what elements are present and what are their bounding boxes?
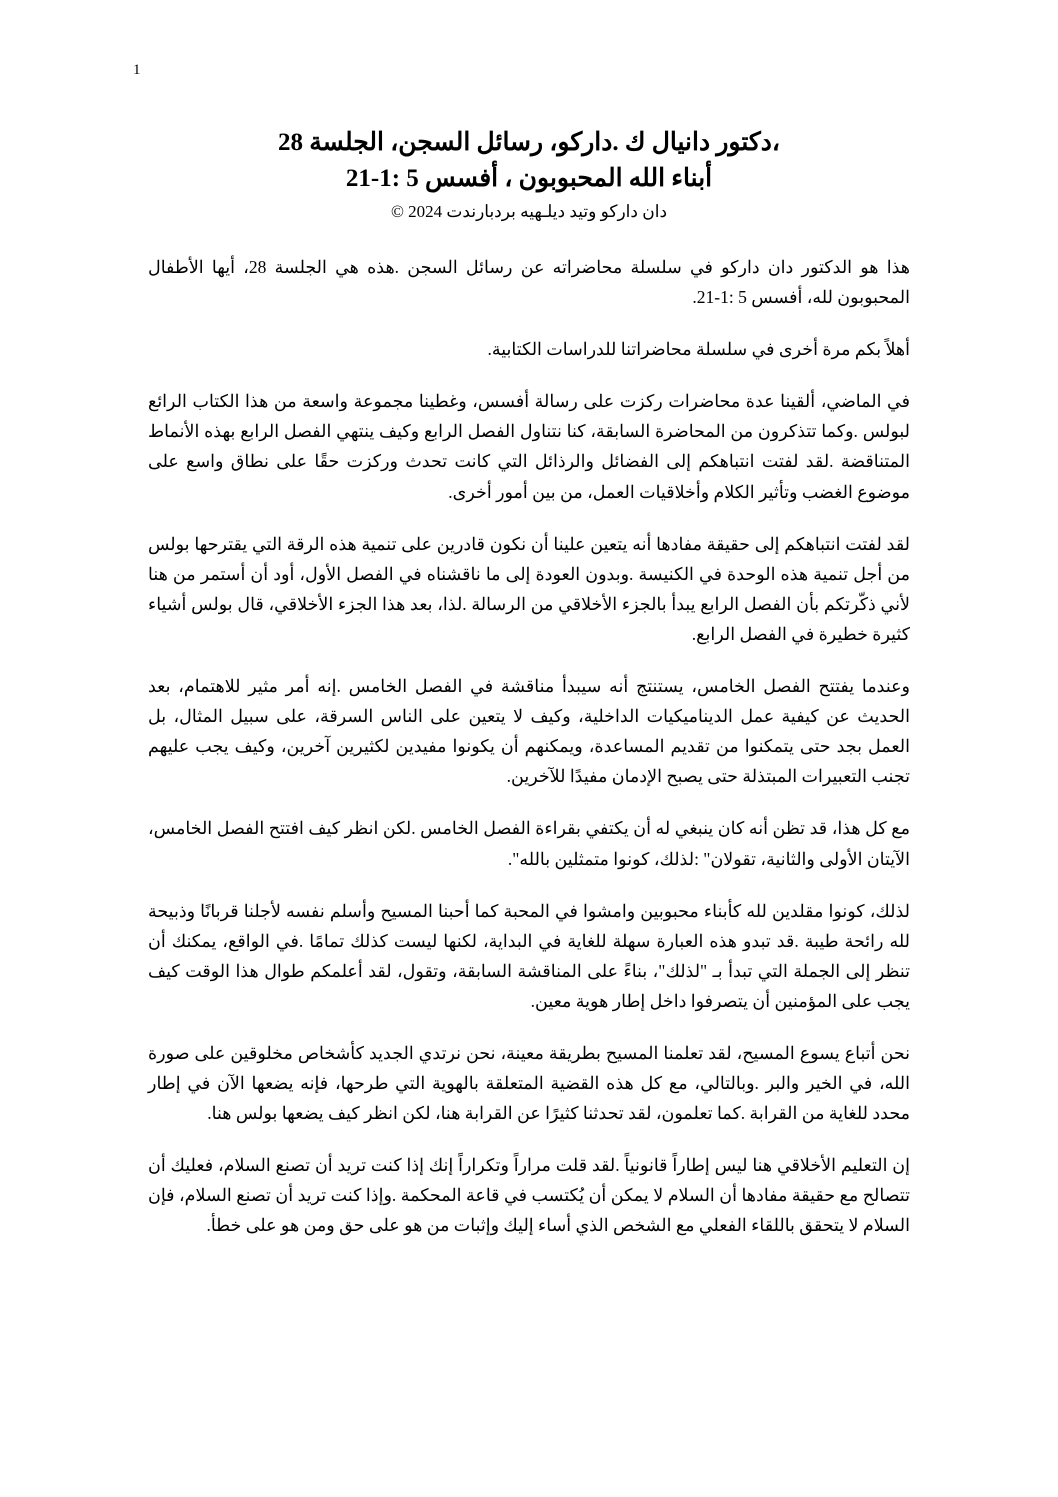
body-paragraph: لذلك، كونوا مقلدين لله كأبناء محبوبين وامشوا في المحبة كما أحبنا المسيح وأسلم نفسه لأجلنا قربانًا وذبيحة لله رائحة طيبة .قد تبدو هذه العبارة سهلة للغاية في البداية، لكنها ليست كذلك تمامًا .في الواقع، يمكنك أن تنظر إلى الجملة التي تبدأ بـ "لذلك"، بناءً على المناقشة السابقة، وتقول، لقد أعلمكم طوال هذا الوقت كيف يجب على المؤمنين أن يتصرفوا داخل إطار هوية معين. xyxy=(148,900,910,1011)
body-paragraph: أهلاً بكم مرة أخرى في سلسلة محاضراتنا للدراسات الكتابية. xyxy=(487,339,910,360)
body-paragraph: لقد لفتت انتباهكم إلى حقيقة مفادها أنه يتعين علينا أن نكون قادرين على تنمية هذه الرقة التي يقترحها بولس من أجل تنمية هذه الوحدة في الكنيسة .وبدون العودة إلى ما ناقشناه في الفصل الأول، أود أن أستمر من هنا لأني ذكّرتكم بأن الفصل الرابع يبدأ بالجزء الأخلاقي من الرسالة .لذا، بعد هذا الجزء الأخلاقي، قال بولس أشياء كثيرة خطيرة في الفصل الرابع. xyxy=(148,533,910,644)
paragraph-block xyxy=(148,529,910,649)
body-paragraph: في الماضي، ألقينا عدة محاضرات ركزت على رسالة أفسس، وغطينا مجموعة واسعة من هذا الكتاب الرائع لبولس .وكما تتذكرون من المحاضرة السابقة، كنا نتناول الفصل الرابع وكيف ينتهي الفصل الرابع بهذه الأنماط المتناقضة .لقد لفتت انتباهكم إلى الفضائل والرذائل التي كانت تحدث وركزت حقًا على نطاق واسع على موضوع الغضب وتأثير الكلام وأخلاقيات العمل، من بين أمور أخرى. xyxy=(148,391,910,502)
title-line-1: ،دكتور دانيال ك .داركو، رسائل السجن، الجلسة 28 xyxy=(278,129,780,156)
document-content xyxy=(148,125,910,1241)
paragraph-block xyxy=(148,896,910,1016)
body-paragraph: مع كل هذا، قد تظن أنه كان ينبغي له أن يكتفي بقراءة الفصل الخامس .لكن انظر كيف افتتح الفصل الخامس، الآيتان الأولى والثانية، تقولان" :لذلك، كونوا متمثلين بالله". xyxy=(148,818,910,869)
copyright-line: دان داركو وتيد ديلـهيه بردبارندت 2024 © xyxy=(390,202,668,221)
page-number: 1 xyxy=(133,62,141,78)
body-paragraph: هذا هو الدكتور دان داركو في سلسلة محاضراته عن رسائل السجن .هذه هي الجلسة 28، أيها الأطفال المحبوبون لله، أفسس 5 :1-21. xyxy=(148,257,910,308)
body-paragraphs xyxy=(148,252,910,1241)
paragraph-block xyxy=(148,334,910,364)
title-line-2: أبناء الله المحبوبون ، أفسس 5 :1-21 xyxy=(345,164,713,192)
body-paragraph: وعندما يفتتح الفصل الخامس، يستنتج أنه سيبدأ مناقشة في الفصل الخامس .إنه أمر مثير للاهتمام، بعد الحديث عن كيفية عمل الديناميكيات الداخلية، وكيف لا يتعين على الناس السرقة، على سبيل المثال، بل العمل بجد حتى يتمكنوا من تقديم المساعدة، ويمكنهم أن يكونوا مفيدين لكثيرين آخرين، وكيف يجب عليهم تجنب التعبيرات المبتذلة حتى يصبح الإدمان مفيدًا للآخرين. xyxy=(148,676,910,787)
body-paragraph: نحن أتباع يسوع المسيح، لقد تعلمنا المسيح بطريقة معينة، نحن نرتدي الجديد كأشخاص مخلوقين على صورة الله، في الخير والبر .وبالتالي، مع كل هذه القضية المتعلقة بالهوية التي طرحها، فإنه يضعها الآن في إطار محدد للغاية من القرابة .كما تعلمون، لقد تحدثنا كثيرًا عن القرابة هنا، لكن انظر كيف يضعها بولس هنا. xyxy=(148,1042,910,1124)
paragraph-block xyxy=(148,386,910,506)
paragraph-block xyxy=(148,252,910,312)
paragraph-block xyxy=(148,1150,910,1240)
paragraph-block xyxy=(148,813,910,873)
page-title xyxy=(148,125,910,196)
paragraph-block xyxy=(148,1038,910,1128)
body-paragraph: إن التعليم الأخلاقي هنا ليس إطاراً قانونياً .لقد قلت مراراً وتكراراً إنك إذا كنت تريد أن تصنع السلام، فعليك أن تتصالح مع حقيقة مفادها أن السلام لا يمكن أن يُكتسب في قاعة المحكمة .وإذا كنت تريد أن تصنع السلام، فإن السلام لا يتحقق باللقاء الفعلي مع الشخص الذي أساء إليك وإثبات من هو على حق ومن هو على خطأ. xyxy=(148,1155,910,1236)
paragraph-block xyxy=(148,671,910,791)
